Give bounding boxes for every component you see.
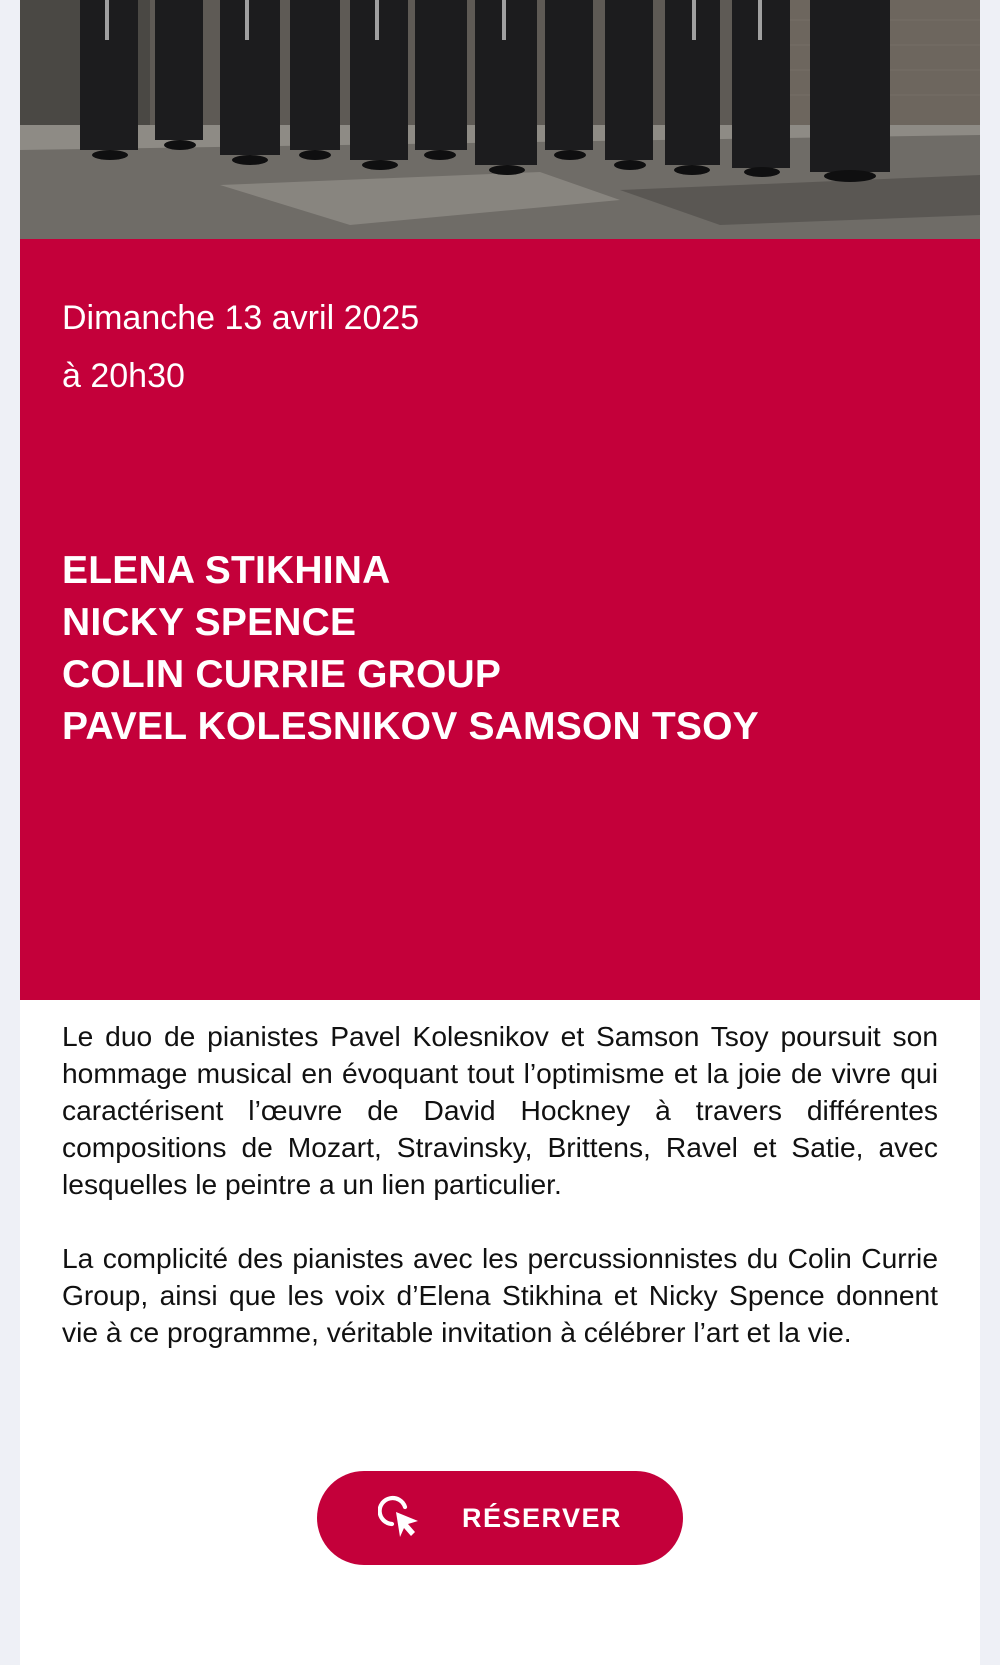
event-date: Dimanche 13 avril 2025 bbox=[62, 299, 420, 337]
event-time: à 20h30 bbox=[62, 357, 185, 395]
reserve-button[interactable] bbox=[317, 1471, 683, 1565]
artist-name: PAVEL KOLESNIKOV SAMSON TSOY bbox=[62, 705, 759, 748]
description-paragraph: La complicité des pianistes avec les percussionnistes du Colin Currie Group, ainsi que les voix d’Elena Stikhina et Nicky Spence donnent vie à ce programme, véritable invitation à célébrer l’art et la vie. bbox=[62, 1242, 938, 1348]
cursor-click-icon bbox=[378, 1495, 424, 1541]
event-description bbox=[62, 1018, 938, 1388]
event-info-panel bbox=[20, 239, 980, 1000]
description-paragraph: Le duo de pianistes Pavel Kolesnikov et Samson Tsoy poursuit son hommage musical en évoquant tout l’optimisme et la joie de vivre qui caractérisent l’œuvre de David Hockney à travers différentes compositions de Mozart, Stravinsky, Brittens, Ravel et Satie, avec lesquelles le peintre a un lien particulier. bbox=[62, 1020, 938, 1200]
artist-name: COLIN CURRIE GROUP bbox=[62, 653, 502, 696]
artist-name: ELENA STIKHINA bbox=[62, 549, 391, 592]
artist-list bbox=[62, 545, 759, 753]
event-datetime bbox=[62, 289, 419, 405]
hero-group-photo bbox=[20, 0, 980, 239]
artist-name: NICKY SPENCE bbox=[62, 601, 357, 644]
group-photo-icon bbox=[20, 0, 980, 239]
event-card bbox=[20, 0, 980, 1665]
reserve-button-label: RÉSERVER bbox=[461, 1502, 623, 1533]
